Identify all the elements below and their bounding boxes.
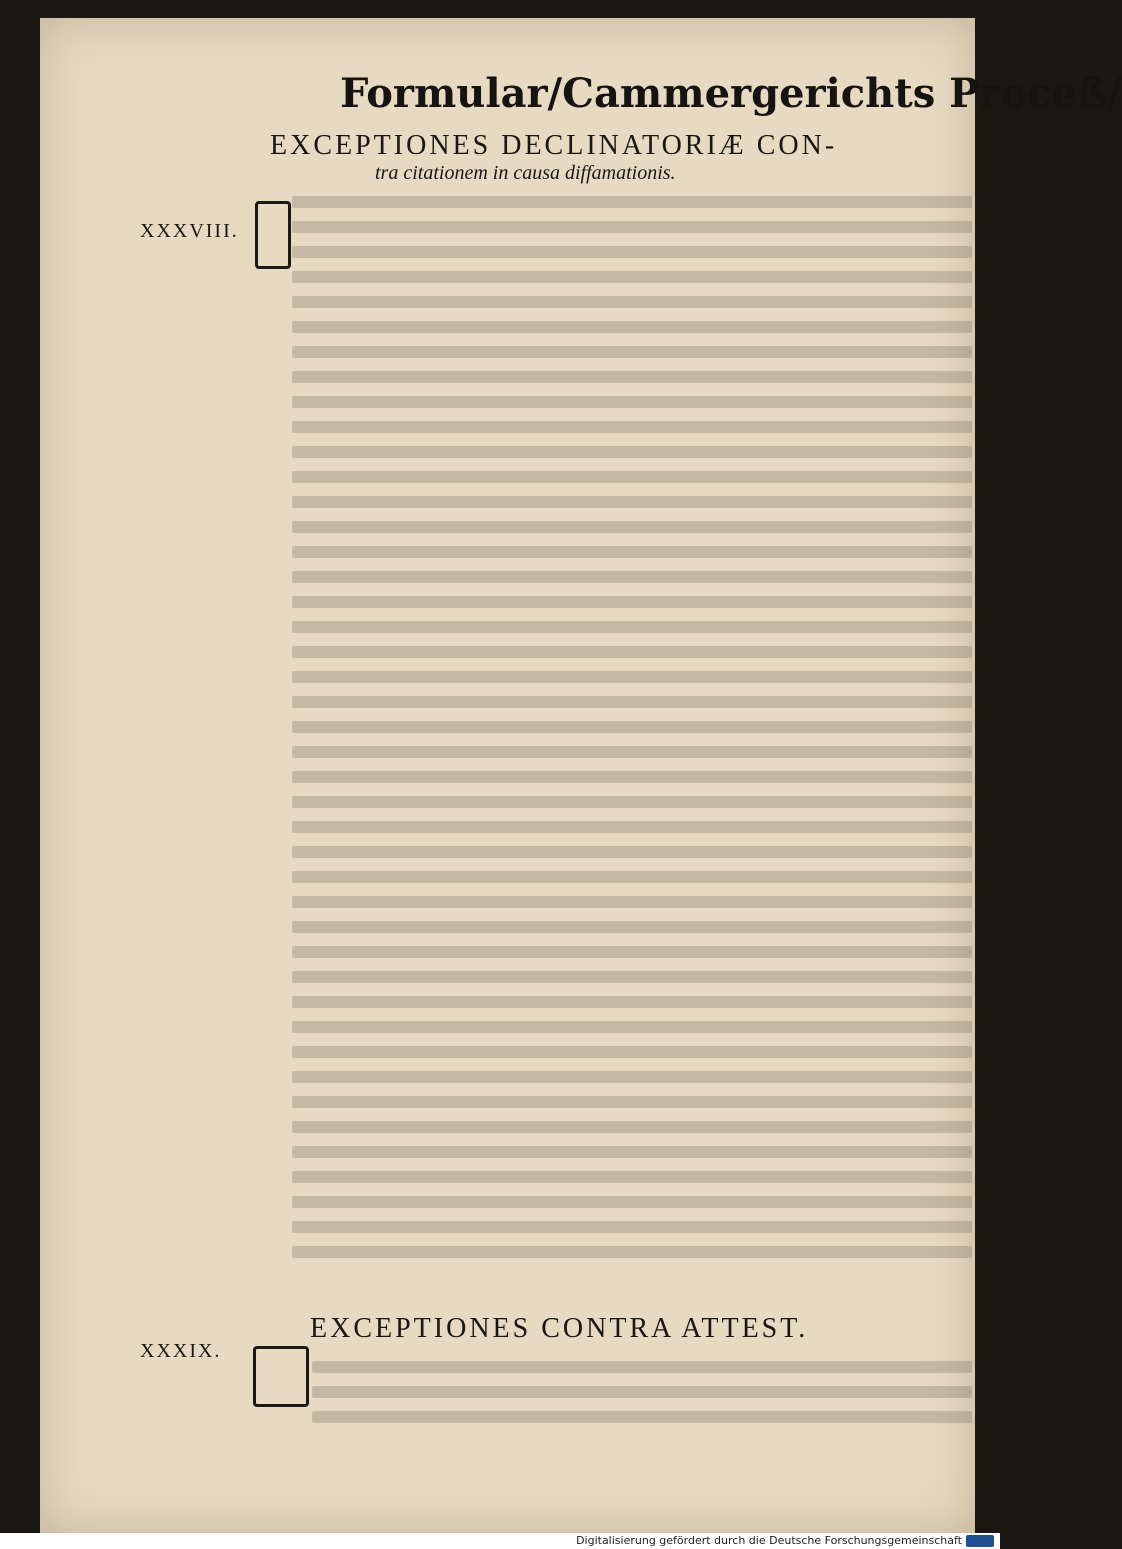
funding-banner: Digitalisierung gefördert durch die Deutsche Forschungsgemeinschaft [0,1533,1000,1549]
text-line-placeholder [292,746,972,758]
text-line-placeholder [292,821,972,833]
text-line-placeholder [292,1196,972,1208]
page-scan [40,18,1122,1533]
text-line-placeholder [292,1071,972,1083]
text-line-placeholder [292,396,972,408]
text-line-placeholder [292,596,972,608]
text-line-placeholder [292,1246,972,1258]
text-line-placeholder [312,1361,972,1373]
text-line-placeholder [292,621,972,633]
text-line-placeholder [292,421,972,433]
text-line-placeholder [292,771,972,783]
text-line-placeholder [292,971,972,983]
running-head: Formular/Cammergerichts Proceß/ [340,70,1122,117]
text-line-placeholder [292,546,972,558]
text-line-placeholder [292,321,972,333]
text-line-placeholder [292,1146,972,1158]
text-line-placeholder [292,921,972,933]
section-two-title: EXCEPTIONES CONTRA ATTEST. [310,1313,809,1344]
text-line-placeholder [292,246,972,258]
text-line-placeholder [292,446,972,458]
text-line-placeholder [292,571,972,583]
text-line-placeholder [292,896,972,908]
text-line-placeholder [292,946,972,958]
text-line-placeholder [292,1221,972,1233]
decorated-initial-one [255,201,291,269]
text-line-placeholder [292,346,972,358]
text-line-placeholder [292,271,972,283]
text-line-placeholder [292,1121,972,1133]
text-line-placeholder [292,196,972,208]
section-one-subtitle: tra citationem in causa diffamationis. [375,162,676,184]
dfg-logo [966,1535,994,1547]
text-line-placeholder [292,221,972,233]
text-line-placeholder [292,646,972,658]
text-line-placeholder [292,1171,972,1183]
text-line-placeholder [292,846,972,858]
text-line-placeholder [292,471,972,483]
text-line-placeholder [292,1021,972,1033]
text-line-placeholder [292,296,972,308]
text-line-placeholder [312,1386,972,1398]
section-one-title: EXCEPTIONES DECLINATORIÆ CON- [270,130,838,161]
text-line-placeholder [292,696,972,708]
text-line-placeholder [312,1411,972,1423]
section-two-number: XXXIX. [140,1340,222,1362]
text-line-placeholder [292,871,972,883]
text-line-placeholder [292,496,972,508]
text-line-placeholder [292,796,972,808]
decorated-initial-two [253,1346,309,1407]
text-line-placeholder [292,521,972,533]
section-one-number: XXXVIII. [140,220,239,242]
text-line-placeholder [292,1096,972,1108]
text-line-placeholder [292,1046,972,1058]
text-line-placeholder [292,371,972,383]
text-line-placeholder [292,671,972,683]
text-line-placeholder [292,996,972,1008]
text-line-placeholder [292,721,972,733]
